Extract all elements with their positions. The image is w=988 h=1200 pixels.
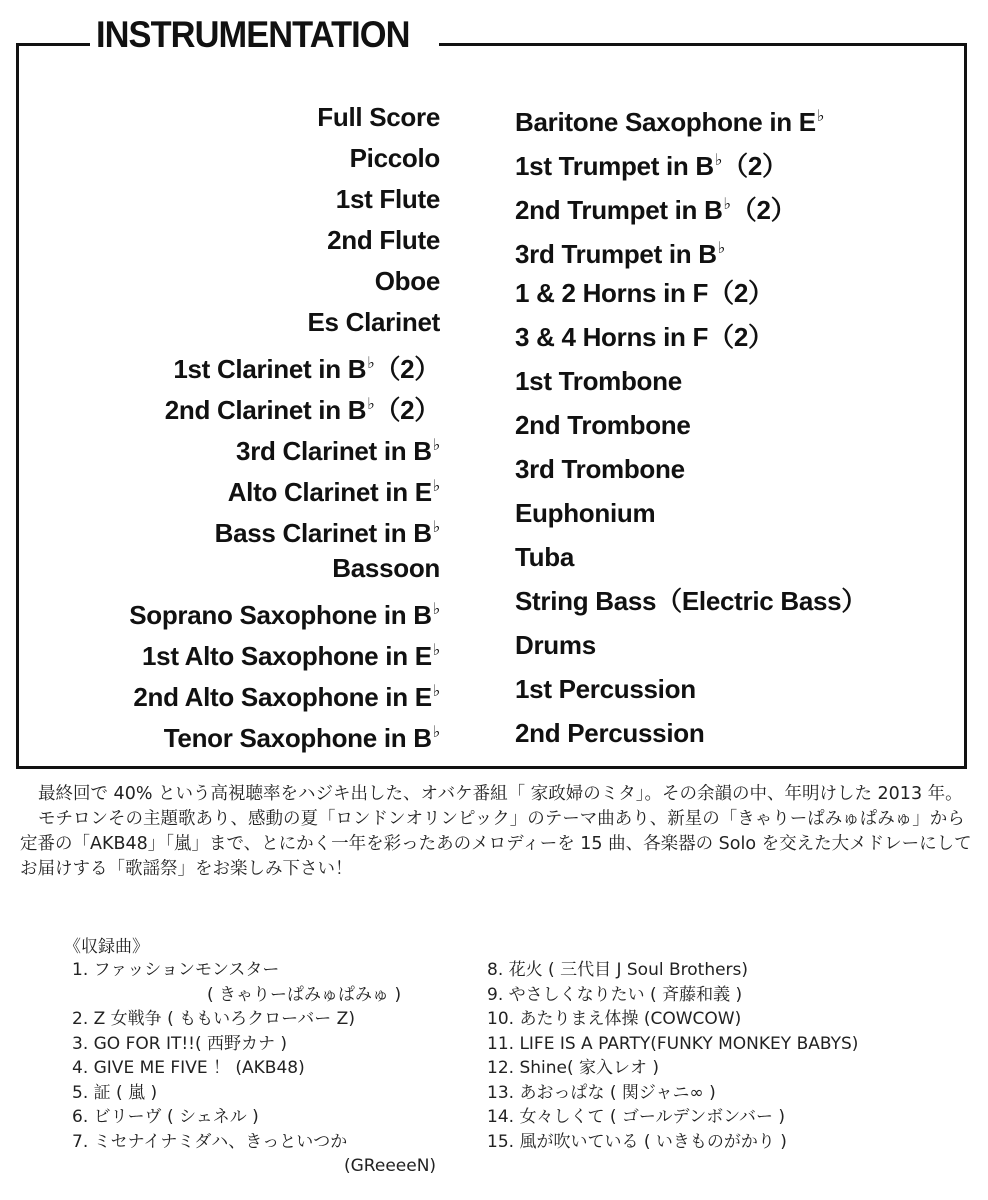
- flat-symbol-icon: ♭: [432, 519, 440, 536]
- instrument-item: [129, 138, 440, 179]
- song-title: 11. LIFE IS A PARTY(FUNKY MONKEY BABYS): [487, 1033, 859, 1054]
- instrument-name: 1 & 2 Horns in F: [515, 278, 709, 308]
- instrument-name: 1st Trumpet in B: [515, 151, 714, 181]
- instrument-item: [129, 179, 440, 220]
- flat-symbol-icon: ♭: [367, 355, 375, 372]
- instrument-item: [515, 403, 867, 447]
- instrument-item: [129, 671, 440, 712]
- instrument-item: [129, 507, 440, 548]
- flat-symbol-icon: ♭: [432, 683, 440, 700]
- song-item: [487, 1081, 858, 1106]
- instrument-item: [129, 548, 440, 589]
- instrument-name: 1st Flute: [335, 184, 440, 214]
- song-title: 10. あたりまえ体操 (COWCOW): [487, 1009, 742, 1029]
- instrument-item: [515, 447, 867, 491]
- instrument-item: [515, 315, 867, 359]
- flat-symbol-icon: ♭: [432, 724, 440, 741]
- instrument-count: （2）: [722, 151, 788, 181]
- instrument-name: 2nd Trumpet in B: [515, 195, 723, 225]
- instrument-item: [515, 359, 867, 403]
- song-title: 6. ビリーヴ ( シェネル ): [72, 1107, 259, 1127]
- instrument-item: [129, 630, 440, 671]
- instrument-name: 2nd Flute: [327, 225, 440, 255]
- song-item: [72, 1130, 436, 1179]
- instrument-count: （2）: [708, 278, 774, 308]
- instrument-name: Soprano Saxophone in B: [129, 600, 432, 630]
- instrument-item: [515, 139, 867, 183]
- title-wrap: [90, 10, 439, 60]
- instrument-list-right: [515, 95, 867, 755]
- song-artist: ( きゃりーぱみゅぱみゅ ): [207, 984, 402, 1005]
- instrument-name: 2nd Clarinet in B: [164, 395, 367, 425]
- song-item: [487, 1032, 858, 1057]
- instrument-name: 2nd Trombone: [515, 410, 691, 440]
- instrument-item: [515, 667, 867, 711]
- instrument-name: Es Clarinet: [307, 307, 440, 337]
- flat-symbol-icon: ♭: [816, 108, 825, 125]
- instrument-name: Tuba: [515, 542, 574, 572]
- instrument-item: [129, 261, 440, 302]
- instrument-name: Euphonium: [515, 498, 656, 528]
- song-item: [72, 958, 436, 1007]
- song-item: [487, 1105, 858, 1130]
- song-item: [487, 1007, 858, 1032]
- instrument-name: 3rd Clarinet in B: [236, 436, 432, 466]
- songs-heading: 《収録曲》: [64, 937, 149, 957]
- flat-symbol-icon: ♭: [723, 196, 731, 213]
- song-item: [72, 1007, 436, 1032]
- flat-symbol-icon: ♭: [432, 601, 440, 618]
- instrument-item: [129, 302, 440, 343]
- song-title: 5. 証 ( 嵐 ): [72, 1082, 158, 1103]
- flat-symbol-icon: ♭: [367, 396, 375, 413]
- song-title: 14. 女々しくて ( ゴールデンボンバー ): [487, 1107, 786, 1127]
- description-paragraph-2: モチロンその主題歌あり、感動の夏「ロンドンオリンピック」のテーマ曲あり、新星の「きゃりーぱみゅぱみゅ」から定番の「AKB48」「嵐」まで、とにかく一年を彩ったあのメロディーを 15 曲、各楽器の Solo を交えた大メドレーにしてお届けする「歌謡祭」をお楽しみ下さい！: [20, 809, 972, 879]
- song-item: [487, 1056, 858, 1081]
- instrument-count: （2）: [374, 395, 440, 425]
- song-item: [487, 983, 858, 1008]
- instrument-name: String Bass（Electric Bass）: [515, 586, 868, 616]
- instrument-list-left: [129, 97, 440, 753]
- song-title: 2. Z 女戦争 ( ももいろクローバー Z): [72, 1009, 355, 1029]
- song-item: [72, 1105, 436, 1130]
- song-title: 8. 花火 ( 三代目 J Soul Brothers): [487, 960, 749, 980]
- song-item: [487, 958, 858, 983]
- song-list-left: [72, 958, 436, 1179]
- instrument-name: Piccolo: [349, 143, 440, 173]
- instrument-name: 3rd Trombone: [515, 454, 685, 484]
- instrument-name: 1st Percussion: [515, 674, 696, 704]
- instrument-name: Drums: [515, 630, 596, 660]
- flat-symbol-icon: ♭: [717, 240, 726, 257]
- instrument-name: 1st Trombone: [515, 366, 682, 396]
- song-item: [72, 1032, 436, 1057]
- instrument-item: [515, 711, 867, 755]
- song-title: 1. ファッションモンスター: [72, 960, 280, 980]
- song-title: 3. GO FOR IT!!( 西野カナ ): [72, 1033, 288, 1054]
- page-title: INSTRUMENTATION: [96, 14, 410, 55]
- instrument-item: [129, 466, 440, 507]
- song-title: 12. Shine( 家入レオ ): [487, 1058, 660, 1078]
- instrument-count: （2）: [374, 354, 440, 384]
- instrument-item: [129, 220, 440, 261]
- instrument-name: Oboe: [374, 266, 440, 296]
- song-title: 13. あおっぱな ( 関ジャニ∞ ): [487, 1082, 716, 1103]
- instrument-item: [515, 227, 867, 271]
- song-title: 4. GIVE ME FIVE ！ (AKB48): [72, 1058, 305, 1078]
- instrument-name: 2nd Alto Saxophone in E: [133, 682, 432, 712]
- instrument-name: 1st Clarinet in B: [173, 354, 367, 384]
- song-item: [487, 1130, 858, 1155]
- instrument-item: [515, 95, 867, 139]
- instrument-item: [515, 183, 867, 227]
- song-title: 9. やさしくなりたい ( 斉藤和義 ): [487, 984, 743, 1005]
- instrument-item: [515, 579, 867, 623]
- instrument-item: [129, 343, 440, 384]
- flat-symbol-icon: ♭: [432, 478, 440, 495]
- description: [20, 782, 975, 882]
- song-list-right: [487, 958, 858, 1154]
- instrument-name: Tenor Saxophone in B: [163, 723, 432, 753]
- flat-symbol-icon: ♭: [714, 152, 723, 169]
- instrument-item: [515, 535, 867, 579]
- flat-symbol-icon: ♭: [432, 437, 440, 454]
- instrument-name: 1st Alto Saxophone in E: [142, 641, 432, 671]
- instrument-name: 3rd Trumpet in B: [515, 239, 717, 269]
- instrument-count: （2）: [730, 195, 797, 225]
- song-title: 7. ミセナイナミダハ、きっといつか: [72, 1131, 348, 1152]
- instrument-item: [129, 97, 440, 138]
- instrument-item: [515, 491, 867, 535]
- song-item: [72, 1056, 436, 1081]
- instrument-count: （2）: [708, 322, 774, 352]
- flat-symbol-icon: ♭: [432, 642, 440, 659]
- description-paragraph-1: 最終回で 40% という高視聴率をハジキ出した、オバケ番組「 家政婦のミタ」。その余韻の中、年明けした 2013 年。: [38, 784, 963, 804]
- instrument-item: [129, 589, 440, 630]
- instrument-name: Full Score: [317, 102, 440, 132]
- instrument-item: [129, 712, 440, 753]
- instrument-item: [515, 623, 867, 667]
- instrument-name: Alto Clarinet in E: [227, 477, 432, 507]
- instrument-name: 3 & 4 Horns in F: [515, 322, 709, 352]
- instrument-item: [129, 425, 440, 466]
- song-title: 15. 風が吹いている ( いきものがかり ): [487, 1131, 787, 1152]
- instrument-name: Baritone Saxophone in E: [515, 107, 816, 137]
- instrument-name: Bass Clarinet in B: [214, 518, 432, 548]
- instrument-name: 2nd Percussion: [515, 718, 705, 748]
- instrument-name: Bassoon: [332, 553, 440, 583]
- instrument-item: [515, 271, 867, 315]
- song-artist: (GReeeeN): [344, 1156, 437, 1176]
- instrument-item: [129, 384, 440, 425]
- song-item: [72, 1081, 436, 1106]
